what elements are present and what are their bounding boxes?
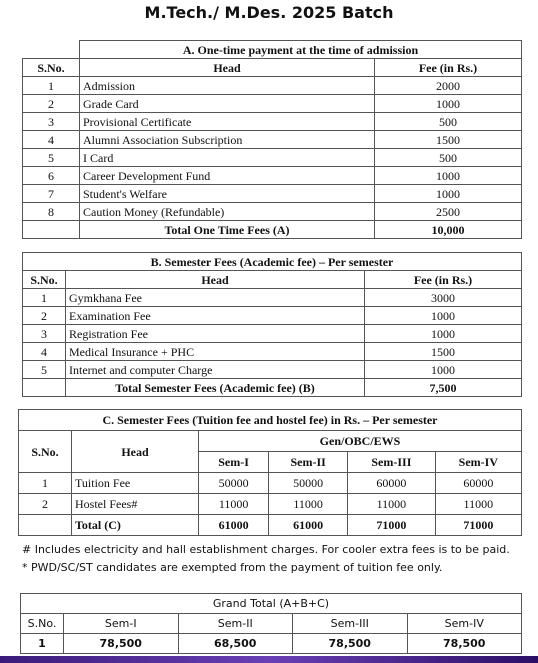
column-header: Sem-IV xyxy=(407,614,522,634)
row-fee: 50000 xyxy=(269,473,348,494)
row-fee: 11000 xyxy=(199,494,269,515)
row-head: Provisional Certificate xyxy=(80,113,375,131)
row-head: I Card xyxy=(80,149,375,167)
column-header: S.No. xyxy=(19,431,72,473)
column-header: Head xyxy=(72,431,199,473)
total-label: Total One Time Fees (A) xyxy=(80,221,375,239)
row-fee: 1500 xyxy=(375,131,522,149)
total-row xyxy=(23,221,522,239)
row-sno: 2 xyxy=(23,307,66,325)
row-sno: 6 xyxy=(23,167,80,185)
row-head: Examination Fee xyxy=(66,307,365,325)
semester-header: Sem-II xyxy=(269,452,348,473)
column-header: Head xyxy=(80,59,375,77)
row-fee: 1000 xyxy=(375,185,522,203)
row-sno: 1 xyxy=(21,634,64,654)
grand-total-value: 78,500 xyxy=(64,634,179,654)
grand-total-table xyxy=(20,593,522,654)
total-value: 61000 xyxy=(269,515,348,536)
row-fee: 2500 xyxy=(375,203,522,221)
column-header: Sem-III xyxy=(293,614,408,634)
row-fee: 1000 xyxy=(365,361,522,379)
footnote-exemption: * PWD/SC/ST candidates are exempted from the payment of tuition fee only. xyxy=(22,561,443,574)
row-fee: 1000 xyxy=(375,95,522,113)
row-sno: 1 xyxy=(19,473,72,494)
total-value: 71000 xyxy=(348,515,436,536)
tuition-hostel-fees-table xyxy=(18,409,522,536)
row-head: Internet and computer Charge xyxy=(66,361,365,379)
row-sno: 2 xyxy=(19,494,72,515)
table-row xyxy=(23,289,522,307)
grand-total-value: 78,500 xyxy=(407,634,522,654)
footnotes xyxy=(22,541,522,577)
table-row xyxy=(23,203,522,221)
row-sno: 2 xyxy=(23,95,80,113)
row-head: Student's Welfare xyxy=(80,185,375,203)
footnote-hostel: # Includes electricity and hall establishment charges. For cooler extra fees is to be paid. xyxy=(22,543,510,556)
total-value: 7,500 xyxy=(365,379,522,397)
table-caption: C. Semester Fees (Tuition fee and hostel fee) in Rs. – Per semester xyxy=(19,410,522,431)
total-row xyxy=(23,379,522,397)
row-fee: 1000 xyxy=(375,167,522,185)
row-fee: 3000 xyxy=(365,289,522,307)
table-row xyxy=(23,131,522,149)
row-head: Career Development Fund xyxy=(80,167,375,185)
row-fee: 1000 xyxy=(365,325,522,343)
row-head: Medical Insurance + PHC xyxy=(66,343,365,361)
row-fee: 11000 xyxy=(348,494,436,515)
semester-header: Sem-I xyxy=(199,452,269,473)
grand-total-value: 78,500 xyxy=(293,634,408,654)
table-row xyxy=(23,361,522,379)
row-head: Caution Money (Refundable) xyxy=(80,203,375,221)
total-value: 71000 xyxy=(435,515,521,536)
table-row xyxy=(23,343,522,361)
total-value: 61000 xyxy=(199,515,269,536)
semester-header: Sem-III xyxy=(348,452,436,473)
table-caption: Grand Total (A+B+C) xyxy=(21,594,522,614)
table-row xyxy=(21,634,522,654)
row-fee: 11000 xyxy=(435,494,521,515)
one-time-fees-table xyxy=(22,40,522,239)
row-fee: 500 xyxy=(375,149,522,167)
row-head: Admission xyxy=(80,77,375,95)
column-header: Fee (in Rs.) xyxy=(375,59,522,77)
table-row xyxy=(19,473,522,494)
row-fee: 11000 xyxy=(269,494,348,515)
row-sno: 4 xyxy=(23,131,80,149)
column-header: Fee (in Rs.) xyxy=(365,271,522,289)
column-header: S.No. xyxy=(21,614,64,634)
row-head: Registration Fee xyxy=(66,325,365,343)
row-sno: 7 xyxy=(23,185,80,203)
table-caption: B. Semester Fees (Academic fee) – Per semester xyxy=(23,253,522,271)
row-head: Gymkhana Fee xyxy=(66,289,365,307)
table-row xyxy=(23,113,522,131)
row-fee: 60000 xyxy=(348,473,436,494)
table-row xyxy=(23,325,522,343)
column-header: Sem-I xyxy=(64,614,179,634)
column-header: S.No. xyxy=(23,59,80,77)
bottom-accent-bar xyxy=(0,656,538,663)
table-row xyxy=(23,185,522,203)
row-fee: 50000 xyxy=(199,473,269,494)
row-head: Alumni Association Subscription xyxy=(80,131,375,149)
table-row xyxy=(23,307,522,325)
semester-header: Sem-IV xyxy=(435,452,521,473)
row-fee: 1000 xyxy=(365,307,522,325)
row-sno: 1 xyxy=(23,289,66,307)
row-fee: 1500 xyxy=(365,343,522,361)
column-header: Sem-II xyxy=(178,614,293,634)
academic-fees-table xyxy=(22,252,522,397)
row-fee: 500 xyxy=(375,113,522,131)
total-label: Total (C) xyxy=(72,515,199,536)
row-head: Grade Card xyxy=(80,95,375,113)
table-row xyxy=(23,77,522,95)
column-header: Head xyxy=(66,271,365,289)
row-sno: 5 xyxy=(23,361,66,379)
group-header: Gen/OBC/EWS xyxy=(199,431,522,452)
row-sno: 8 xyxy=(23,203,80,221)
row-sno: 4 xyxy=(23,343,66,361)
row-head: Hostel Fees# xyxy=(72,494,199,515)
total-value: 10,000 xyxy=(375,221,522,239)
row-sno: 1 xyxy=(23,77,80,95)
column-header: S.No. xyxy=(23,271,66,289)
row-fee: 2000 xyxy=(375,77,522,95)
row-fee: 60000 xyxy=(435,473,521,494)
table-row xyxy=(19,494,522,515)
row-sno: 3 xyxy=(23,113,80,131)
total-row xyxy=(19,515,522,536)
row-head: Tuition Fee xyxy=(72,473,199,494)
table-row xyxy=(23,95,522,113)
page-title: M.Tech./ M.Des. 2025 Batch xyxy=(144,3,394,22)
total-label: Total Semester Fees (Academic fee) (B) xyxy=(66,379,365,397)
grand-total-value: 68,500 xyxy=(178,634,293,654)
row-sno: 3 xyxy=(23,325,66,343)
row-sno: 5 xyxy=(23,149,80,167)
table-row xyxy=(23,167,522,185)
table-caption: A. One-time payment at the time of admission xyxy=(80,41,522,59)
table-row xyxy=(23,149,522,167)
